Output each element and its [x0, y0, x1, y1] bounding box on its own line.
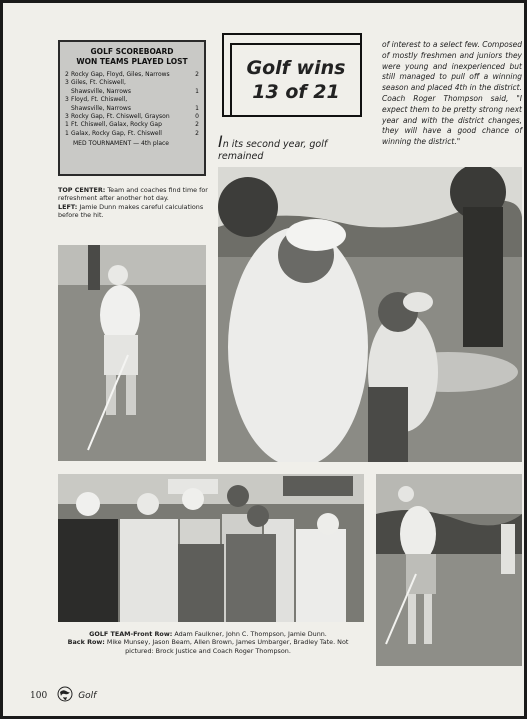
headline-line-1: Golf wins	[246, 57, 346, 79]
scoreboard-won: 3	[65, 113, 69, 121]
scoreboard-teams: Giles, Ft. Chiswell,	[71, 79, 126, 87]
caption-label-front-row: GOLF TEAM-Front Row:	[89, 630, 173, 638]
scoreboard-header: WON TEAMS PLAYED LOST	[76, 57, 188, 66]
scoreboard-row	[65, 105, 199, 113]
scoreboard-row	[65, 130, 199, 138]
photo-team-refreshment	[218, 167, 522, 462]
scoreboard-teams: Rocky Gap, Ft. Chiswell, Grayson	[71, 113, 170, 121]
scoreboard-teams: Shawsville, Narrows	[71, 104, 131, 112]
scoreboard-won: 3	[65, 96, 69, 104]
scoreboard-teams: Galax, Rocky Gap, Ft. Chiswell	[71, 129, 162, 137]
scoreboard-lost: 2	[195, 129, 199, 137]
caption-text-back-row: Mike Munsey, Jason Beam, Allen Brown, James Umbarger, Bradley Tate. Not pictured: Brock Justice and Coach Roger Thompson.	[104, 638, 349, 655]
photo-caption-top	[58, 186, 208, 219]
section-name: Golf	[78, 690, 97, 701]
scoreboard-lost: 1	[195, 104, 199, 112]
globe-icon	[57, 686, 73, 705]
drop-cap: I	[218, 132, 223, 151]
scoreboard-row	[65, 79, 199, 87]
headline-line-2: 13 of 21	[252, 81, 340, 103]
scoreboard-won: 1	[65, 129, 69, 137]
headline-box	[230, 43, 362, 117]
intro-text	[218, 132, 370, 163]
page-footer	[30, 686, 96, 705]
scoreboard-row	[65, 96, 199, 104]
scoreboard-teams: Ft. Chiswell, Galax, Rocky Gap	[71, 121, 162, 129]
scoreboard-lost: 1	[195, 87, 199, 95]
scoreboard-row	[65, 88, 199, 96]
scoreboard-teams: Shawsville, Narrows	[71, 87, 131, 95]
scoreboard-won: 3	[65, 79, 69, 87]
scoreboard-lost: 0	[195, 113, 199, 121]
caption-text-front-row: Adam Faulkner, John C. Thompson, Jamie Dunn.	[172, 630, 327, 638]
scoreboard-lost: 2	[195, 121, 199, 129]
scoreboard-teams: Rocky Gap, Floyd, Giles, Narrows	[71, 71, 170, 78]
caption-label-top-center: TOP CENTER:	[58, 186, 106, 194]
photo-golf-team	[58, 474, 364, 622]
scoreboard-lost	[193, 79, 199, 87]
scoreboard-lost: 2	[195, 71, 199, 78]
scoreboard-row	[65, 121, 199, 129]
photo-caption-team	[58, 630, 358, 655]
caption-text-top-center: Team and coaches find time for refreshment after another hot day.	[58, 186, 208, 203]
intro-body: n its second year, golf remained	[218, 139, 328, 162]
photo-jamie-dunn	[58, 245, 206, 461]
scoreboard-rows	[65, 71, 199, 138]
page-number: 100	[30, 690, 48, 701]
scoreboard-title: GOLF SCOREBOARD	[90, 47, 174, 56]
scoreboard-won: 1	[65, 121, 69, 129]
scoreboard-row	[65, 71, 199, 79]
caption-label-left: LEFT:	[58, 202, 78, 211]
scoreboard-teams: Floyd, Ft. Chiswell,	[71, 96, 128, 104]
scoreboard-won: 2	[65, 71, 69, 78]
article-body: of interest to a select few. Composed of mostly freshmen and juniors they were young and inexperienced but still managed to pull off a winning season and placed 4th in the district. Coach Roger Thompson said, "I expect them to be pretty strong next year and with the district changes, they will have a good chance of winning the district."	[382, 40, 522, 147]
scoreboard-lost	[193, 96, 199, 104]
caption-text-left: Jamie Dunn makes careful calculations before the hit.	[58, 202, 204, 219]
photo-golfer-swing	[376, 474, 522, 666]
scoreboard-footer: MED TOURNAMENT — 4th place	[73, 140, 169, 148]
golf-scoreboard	[58, 40, 206, 176]
scoreboard-row	[65, 113, 199, 121]
caption-label-back-row: Back Row:	[67, 638, 105, 647]
